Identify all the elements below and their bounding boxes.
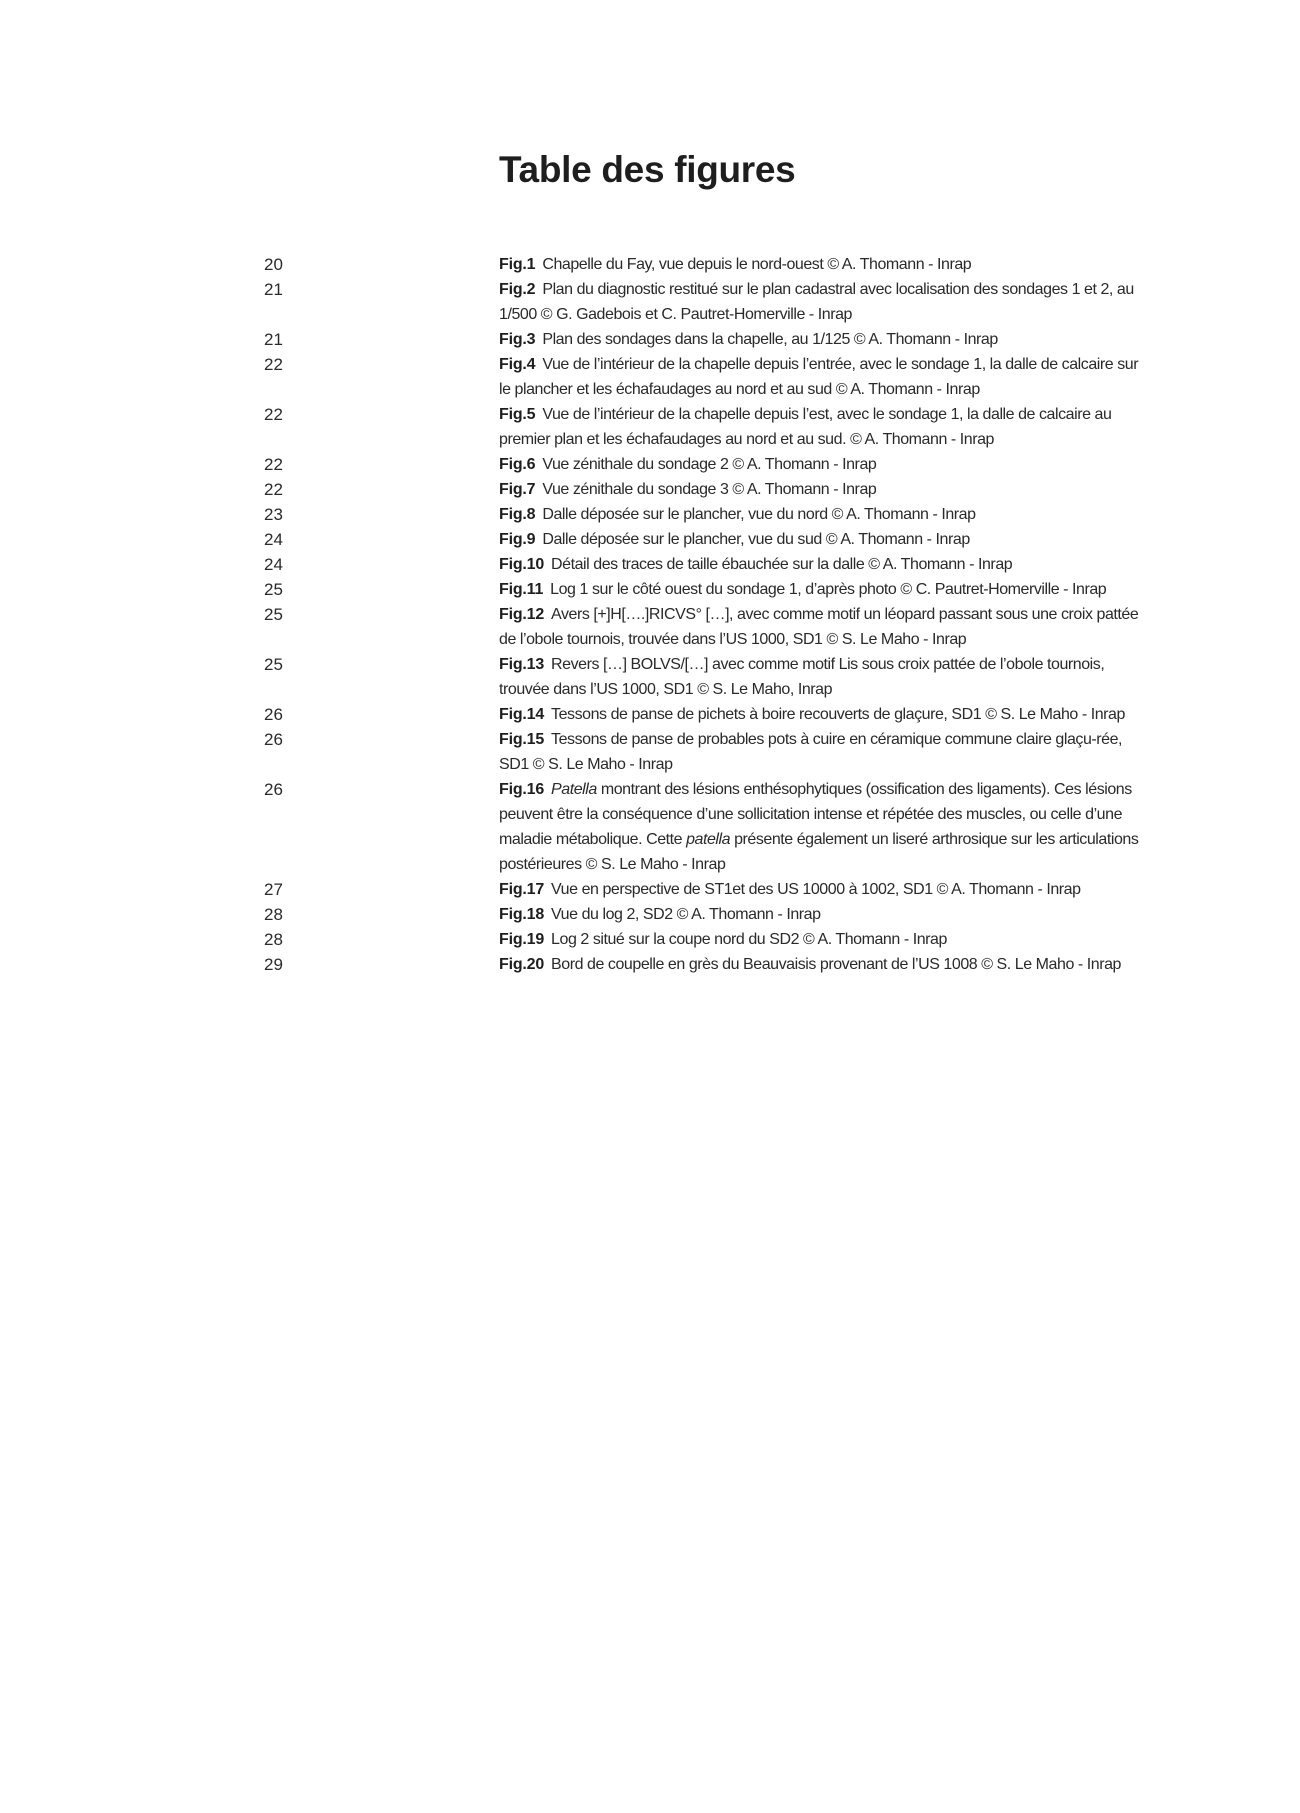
figure-page-number: 22 — [264, 405, 283, 424]
figure-text: Log 2 situé sur la coupe nord du SD2 © A. Thomann - Inrap — [551, 931, 947, 948]
figure-label: Fig.16 — [499, 781, 545, 798]
figure-page-number: 23 — [264, 505, 283, 524]
figure-text: Détail des traces de taille ébauchée sur la dalle © A. Thomann - Inrap — [551, 556, 1013, 573]
figure-caption — [499, 702, 1151, 727]
figure-page-number: 28 — [264, 930, 283, 949]
figure-label: Fig.14 — [499, 706, 545, 723]
figure-entry — [0, 727, 1300, 777]
figure-caption — [499, 927, 1151, 952]
figure-entry — [0, 902, 1300, 927]
figure-label: Fig.20 — [499, 956, 545, 973]
figure-caption — [499, 902, 1151, 927]
figure-label: Fig.5 — [499, 406, 536, 423]
figure-page-number: 26 — [264, 705, 283, 724]
figure-page-number: 29 — [264, 955, 283, 974]
figure-text: Dalle déposée sur le plancher, vue du sud © A. Thomann - Inrap — [542, 531, 970, 548]
figure-entry — [0, 602, 1300, 652]
figure-label: Fig.3 — [499, 331, 536, 348]
figure-text: Vue en perspective de ST1et des US 10000 à 1002, SD1 © A. Thomann - Inrap — [551, 881, 1081, 898]
figure-caption — [499, 327, 1151, 352]
figure-text: Chapelle du Fay, vue depuis le nord-ouest © A. Thomann - Inrap — [542, 256, 972, 273]
figure-text: Vue zénithale du sondage 2 © A. Thomann - Inrap — [542, 456, 877, 473]
figure-page-number: 26 — [264, 730, 283, 749]
figure-caption — [499, 402, 1151, 452]
figure-caption — [499, 727, 1151, 777]
figure-caption — [499, 252, 1151, 277]
figure-label: Fig.8 — [499, 506, 536, 523]
figure-text: Dalle déposée sur le plancher, vue du nord © A. Thomann - Inrap — [542, 506, 976, 523]
figure-entry — [0, 277, 1300, 327]
figure-text: Bord de coupelle en grès du Beauvaisis provenant de l’US 1008 © S. Le Maho - Inrap — [551, 956, 1121, 973]
figure-label: Fig.2 — [499, 281, 536, 298]
figure-caption — [499, 477, 1151, 502]
figure-label: Fig.17 — [499, 881, 545, 898]
figure-label: Fig.10 — [499, 556, 545, 573]
figure-entry — [0, 502, 1300, 527]
figure-entry — [0, 327, 1300, 352]
figure-italic-term: Patella — [551, 781, 597, 798]
figure-text: montrant des lésions enthésophytiques (ossification des ligaments). Ces lésions peuvent être la conséquence d’une sollicitation intense et répétée des muscles, ou celle d’une maladie métabolique. Cette — [499, 781, 1132, 848]
figure-caption — [499, 277, 1151, 327]
figure-label: Fig.1 — [499, 256, 536, 273]
figure-text: Plan du diagnostic restitué sur le plan cadastral avec localisation des sondages 1 et 2, au 1/500 © G. Gadebois et C. Pautret-Homerville - Inrap — [499, 281, 1134, 323]
figure-page-number: 22 — [264, 455, 283, 474]
figure-text: Tessons de panse de pichets à boire recouverts de glaçure, SD1 © S. Le Maho - Inrap — [551, 706, 1125, 723]
figure-entry — [0, 552, 1300, 577]
figure-text: Vue zénithale du sondage 3 © A. Thomann - Inrap — [542, 481, 877, 498]
figure-caption — [499, 352, 1151, 402]
figure-caption — [499, 527, 1151, 552]
figure-entry — [0, 877, 1300, 902]
figure-page-number: 25 — [264, 655, 283, 674]
figure-entry — [0, 952, 1300, 977]
figure-italic-term: patella — [686, 831, 731, 848]
figure-entry — [0, 577, 1300, 602]
figure-page-number: 27 — [264, 880, 283, 899]
figure-entry — [0, 452, 1300, 477]
figure-text: Plan des sondages dans la chapelle, au 1/125 © A. Thomann - Inrap — [542, 331, 998, 348]
figure-entry — [0, 527, 1300, 552]
figure-page-number: 20 — [264, 255, 283, 274]
figure-label: Fig.4 — [499, 356, 536, 373]
figure-page-number: 25 — [264, 580, 283, 599]
figure-page-number: 26 — [264, 780, 283, 799]
figure-label: Fig.15 — [499, 731, 545, 748]
figure-label: Fig.9 — [499, 531, 536, 548]
figure-page-number: 22 — [264, 355, 283, 374]
figure-entry — [0, 252, 1300, 277]
figure-page-number: 22 — [264, 480, 283, 499]
figure-caption — [499, 877, 1151, 902]
figure-text: Avers [+]H[….]RICVS° […], avec comme motif un léopard passant sous une croix pattée de l’obole tournois, trouvée dans l’US 1000, SD1 © S. Le Maho - Inrap — [499, 606, 1139, 648]
figure-label: Fig.6 — [499, 456, 536, 473]
figure-text: Vue du log 2, SD2 © A. Thomann - Inrap — [551, 906, 821, 923]
figure-entry — [0, 352, 1300, 402]
figure-label: Fig.18 — [499, 906, 545, 923]
page-title: Table des figures — [499, 149, 796, 190]
figure-caption — [499, 552, 1151, 577]
figure-text: présente également un liseré arthrosique sur les articulations postérieures © S. Le Maho - Inrap — [499, 831, 1139, 873]
figure-label: Fig.19 — [499, 931, 545, 948]
figure-page-number: 28 — [264, 905, 283, 924]
figure-label: Fig.11 — [499, 581, 544, 598]
figure-caption — [499, 502, 1151, 527]
figure-caption — [499, 577, 1151, 602]
figure-label: Fig.7 — [499, 481, 536, 498]
figure-text: Vue de l’intérieur de la chapelle depuis l’entrée, avec le sondage 1, la dalle de calcaire sur le plancher et les échafaudages au nord et au sud © A. Thomann - Inrap — [499, 356, 1139, 398]
figure-text: Vue de l’intérieur de la chapelle depuis l’est, avec le sondage 1, la dalle de calcaire au premier plan et les échafaudages au nord et au sud. © A. Thomann - Inrap — [499, 406, 1112, 448]
figure-text: Tessons de panse de probables pots à cuire en céramique commune claire glaçu-rée, SD1 © S. Le Maho - Inrap — [499, 731, 1123, 773]
figure-entry — [0, 927, 1300, 952]
figure-entry — [0, 652, 1300, 702]
figure-caption — [499, 952, 1151, 977]
figure-page-number: 24 — [264, 555, 283, 574]
figure-page-number: 21 — [264, 280, 283, 299]
figure-page-number: 24 — [264, 530, 283, 549]
figure-text: Log 1 sur le côté ouest du sondage 1, d’après photo © C. Pautret-Homerville - Inrap — [550, 581, 1107, 598]
figure-page-number: 25 — [264, 605, 283, 624]
figure-entry — [0, 402, 1300, 452]
figure-page-number: 21 — [264, 330, 283, 349]
figure-label: Fig.12 — [499, 606, 545, 623]
figure-list — [0, 252, 1300, 977]
figure-caption — [499, 652, 1151, 702]
figure-entry — [0, 477, 1300, 502]
figure-caption — [499, 777, 1151, 877]
figure-caption — [499, 602, 1151, 652]
figure-text: Revers […] BOLVS/[…] avec comme motif Lis sous croix pattée de l’obole tournois, trouvée dans l’US 1000, SD1 © S. Le Maho, Inrap — [499, 656, 1105, 698]
figure-entry — [0, 702, 1300, 727]
figure-entry — [0, 777, 1300, 877]
figure-caption — [499, 452, 1151, 477]
figure-label: Fig.13 — [499, 656, 545, 673]
